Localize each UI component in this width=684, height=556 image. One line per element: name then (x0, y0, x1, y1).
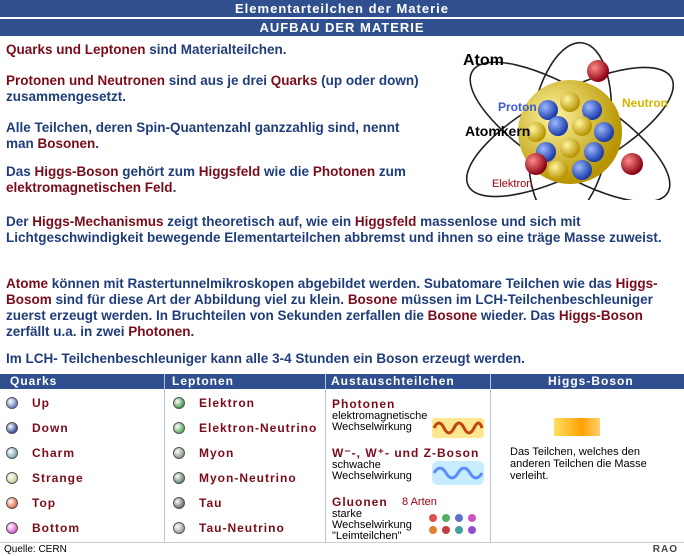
lepton-row (173, 518, 285, 538)
highlight: elektromagnetischen Feld (6, 180, 173, 195)
lepton-name: Myon (199, 446, 235, 460)
gluon-desc: starke (332, 508, 362, 520)
lepton-row (173, 418, 317, 438)
highlight: Higgs-Mechanismus (32, 214, 164, 229)
lepton-name: Myon-Neutrino (199, 471, 297, 485)
wz-desc: schwache (332, 459, 381, 471)
gluon-desc: "Leimteilchen" (332, 530, 402, 542)
text: gehört zum (118, 164, 199, 179)
paragraph-7: Im LCH- Teilchenbeschleuniger kann alle 3-4 Stunden ein Boson erzeugt werden. (6, 351, 525, 366)
atom-illustration (430, 40, 680, 200)
paragraph-5 (6, 214, 678, 246)
quark-dot-icon (6, 397, 18, 409)
text: Das (6, 164, 35, 179)
quark-dot-icon (6, 447, 18, 459)
gluon-desc: Wechselwirkung (332, 519, 412, 531)
electron (587, 60, 609, 82)
lepton-name: Elektron-Neutrino (199, 421, 318, 435)
text: sind Materialteilchen. (145, 42, 287, 57)
lepton-name: Tau-Neutrino (199, 521, 285, 535)
text: können mit Rastertunnelmikroskopen abgebildet werden. Subatomare Teilchen wie das (48, 276, 616, 291)
page-title: Elementarteilchen der Materie (0, 0, 684, 17)
section-title: AUFBAU DER MATERIE (0, 19, 684, 36)
photon-desc: Wechselwirkung (332, 421, 412, 433)
lepton-dot-icon (173, 397, 185, 409)
author: RAO (652, 544, 678, 555)
footer (0, 542, 684, 556)
electron-label: Elektron (492, 178, 533, 190)
quark-dot-icon (6, 472, 18, 484)
quark-row (6, 418, 69, 438)
text: Alle Teilchen, deren Spin-Quantenzahl ganzzahlig sind, nennt man (6, 120, 400, 151)
text: sind aus je drei (165, 73, 271, 88)
paragraph-2 (6, 73, 426, 105)
text: sind für diese Art der Abbildung viel zu klein. (51, 292, 348, 307)
lepton-dot-icon (173, 447, 185, 459)
text: zeigt theoretisch auf, wie ein (163, 214, 355, 229)
electron (621, 153, 643, 175)
highlight: Quarks und Leptonen (6, 42, 146, 57)
quark-row (6, 443, 75, 463)
highlight: Bosone (347, 292, 398, 307)
table-header (0, 374, 684, 389)
divider (164, 374, 165, 542)
photon-name: Photonen (332, 397, 396, 411)
wz-boson-name: W⁻-, W⁺- und Z-Boson (332, 446, 480, 460)
quark-name: Bottom (32, 521, 80, 535)
text: . (172, 180, 177, 195)
text: . (190, 324, 195, 339)
photon-desc: elektromagnetische (332, 410, 428, 422)
text: Der (6, 214, 33, 229)
lepton-row (173, 443, 234, 463)
highlight: Quarks (270, 73, 318, 88)
text: (up oder down) zusammengesetzt. (6, 73, 419, 104)
quark-row (6, 393, 50, 413)
lepton-name: Elektron (199, 396, 256, 410)
paragraph-6 (6, 276, 682, 340)
atom-label: Atom (463, 52, 504, 69)
quark-dot-icon (6, 497, 18, 509)
divider (490, 374, 491, 542)
paragraph-4 (6, 164, 426, 196)
paragraph-3 (6, 120, 426, 152)
quark-name: Strange (32, 471, 84, 485)
highlight: Atome (6, 276, 49, 291)
highlight: Protonen und Neutronen (6, 73, 165, 88)
quark-dot-icon (6, 522, 18, 534)
highlight: Higgs-Bosom (6, 276, 658, 307)
highlight: Higgsfeld (354, 214, 417, 229)
text: wie die (260, 164, 313, 179)
higgs-desc: Das Teilchen, welches den anderen Teilchen die Masse verleiht. (510, 446, 647, 482)
text: . (95, 136, 100, 151)
wz-desc: Wechselwirkung (332, 470, 412, 482)
lepton-row (173, 493, 222, 513)
quark-row (6, 493, 56, 513)
photon-wave-icon (432, 416, 484, 440)
col-quarks: Quarks (10, 374, 58, 388)
col-exchange: Austauschteilchen (331, 374, 455, 388)
gluon-count: 8 Arten (402, 496, 437, 508)
higgs-field-icon (554, 418, 600, 436)
divider (325, 374, 326, 542)
highlight: Bosone (427, 308, 478, 323)
lepton-name: Tau (199, 496, 223, 510)
quark-row (6, 468, 84, 488)
lepton-dot-icon (173, 497, 185, 509)
col-leptons: Leptonen (172, 374, 234, 388)
text: zum (375, 164, 406, 179)
gluon-name: Gluonen (332, 495, 388, 509)
text: zerfällt u.a. in zwei (6, 324, 129, 339)
highlight: Photonen (312, 164, 376, 179)
highlight: Photonen (128, 324, 191, 339)
quark-row (6, 518, 80, 538)
highlight: Higgsfeld (198, 164, 261, 179)
quark-dot-icon (6, 422, 18, 434)
neutron-label: Neutron (622, 96, 668, 110)
text: massenlose und sich mit Lichtgeschwindigkeit bewegende Elementarteilchen abbremst und ihnen so eine träge Masse zuweist. (6, 214, 662, 245)
highlight: Higgs-Boson (34, 164, 119, 179)
lepton-row (173, 468, 297, 488)
lepton-dot-icon (173, 522, 185, 534)
highlight: Bosonen (37, 136, 96, 151)
quark-name: Top (32, 496, 57, 510)
proton-label: Proton (498, 100, 537, 114)
weak-wave-icon (432, 460, 484, 486)
quark-name: Up (32, 396, 50, 410)
highlight: Higgs-Boson (558, 308, 643, 323)
text: wieder. Das (477, 308, 559, 323)
lepton-row (173, 393, 255, 413)
quark-name: Down (32, 421, 69, 435)
gluon-dots-icon (428, 512, 486, 536)
quark-name: Charm (32, 446, 76, 460)
text: müssen im LCH-Teilchenbeschleuniger zuerst erzeugt werden. In Bruchteilen von Sekunden zerfallen die (6, 292, 653, 323)
electron (525, 153, 547, 175)
col-higgs: Higgs-Boson (548, 374, 634, 388)
source: Quelle: CERN (4, 544, 67, 555)
nucleus-label: Atomkern (465, 123, 531, 139)
lepton-dot-icon (173, 422, 185, 434)
paragraph-1 (6, 42, 426, 58)
lepton-dot-icon (173, 472, 185, 484)
